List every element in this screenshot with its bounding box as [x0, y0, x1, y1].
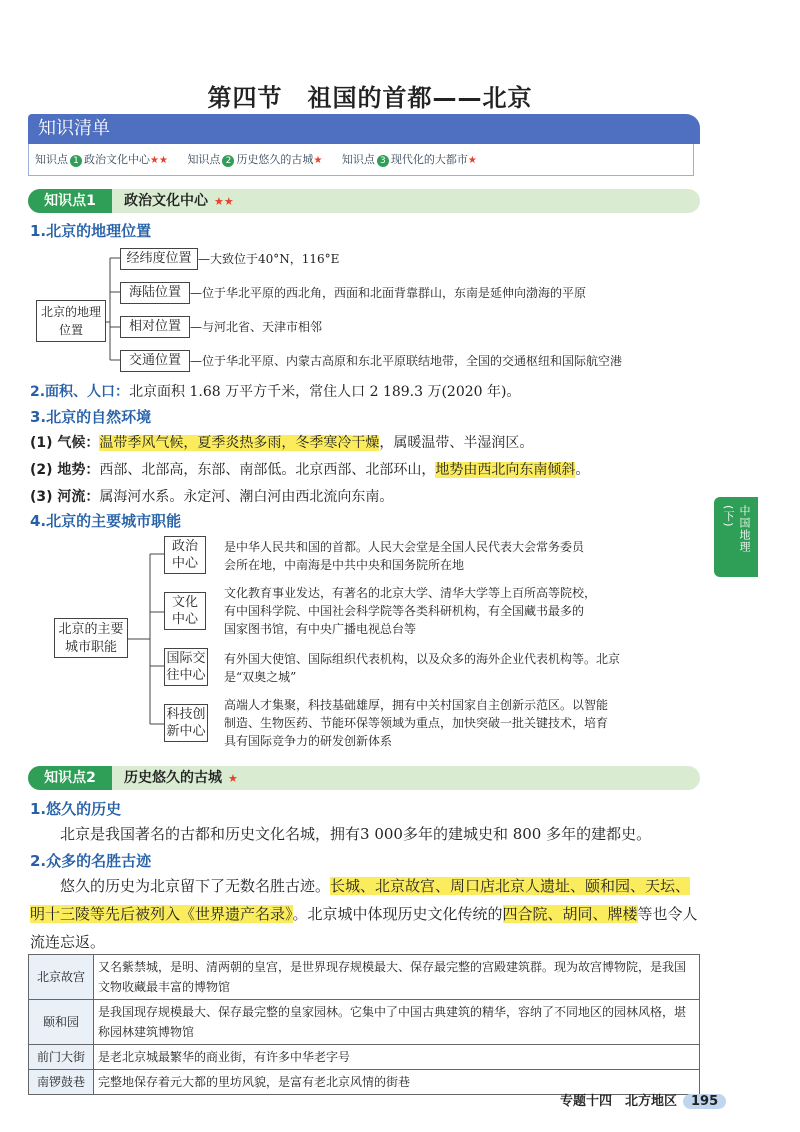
page-title: 第四节 祖国的首都——北京	[207, 84, 533, 112]
geo-label-latlon: 经纬度位置	[120, 248, 198, 270]
function-desc-international: 有外国大使馆、国际组织代表机构，以及众多的海外企业代表机构等。北京 是“双奥之城”	[224, 652, 621, 684]
function-label-cultural: 文化中心	[164, 592, 206, 630]
heading-environment: 3.北京的自然环境	[30, 408, 152, 426]
function-label-international: 国际交往中心	[164, 648, 208, 686]
heading-city-functions: 4.北京的主要城市职能	[30, 512, 182, 530]
function-desc-tech: 高端人才集聚，科技基础雄厚，拥有中关村国家自主创新示范区。以智能 制造、生物医药、节能环保等领域为重点，加快突破一批关键技术，培育 具有国际竞争力的研发创新体系	[224, 698, 609, 748]
climate-line: (1) 气候：温带季风气候，夏季炎热多雨，冬季寒冷干燥，属暖温带、半湿润区。	[30, 435, 534, 451]
heading-sites: 2.众多的名胜古迹	[30, 852, 152, 870]
heading-geo-location: 1.北京的地理位置	[30, 222, 152, 240]
star-icon: ★★	[214, 195, 234, 208]
geo-desc-relative: —与河北省、天津市相邻	[190, 320, 323, 334]
terrain-line: (2) 地势：西部、北部高，东部、南部低。北京西部、北部环山，地势由西北向东南倾斜。	[30, 462, 590, 478]
star-icon: ★★	[150, 155, 168, 166]
star-icon: ★	[313, 155, 323, 166]
river-line: (3) 河流：属海河水系。永定河、潮白河由西北流向东南。	[30, 489, 394, 505]
heading-history: 1.悠久的历史	[30, 800, 122, 818]
geo-desc-latlon: —大致位于40°N，116°E	[198, 252, 340, 266]
page-footer: 专题十四 北方地区 195	[560, 1090, 726, 1109]
history-paragraph: 北京是我国著名的古都和历史文化名城，拥有3 000多年的建城史和 800 多年的建都史。	[60, 825, 652, 843]
geo-root-box: 北京的地理位置	[36, 300, 106, 342]
city-functions-diagram	[30, 534, 710, 754]
knowledge-points-bar	[28, 144, 694, 176]
geo-location-diagram	[30, 242, 710, 377]
sites-paragraph: 悠久的历史为北京留下了无数名胜古迹。长城、北京故宫、周口店北京人遗址、颐和园、天坛、明十三陵等先后被列入《世界遗产名录》。北京城中体现历史文化传统的四合院、胡同、牌楼等也令人流连忘返。	[30, 877, 698, 951]
star-icon: ★	[228, 772, 238, 785]
area-population-line: 2.面积、人口：北京面积 1.68 万平方千米，常住人口 2 189.3 万(2020 年)。	[30, 384, 521, 400]
kp-item-1: 知识点 1 政治文化中心★★	[35, 153, 168, 166]
geo-label-landsea: 海陆位置	[120, 282, 190, 304]
kp-item-2: 知识点 2 历史悠久的古城★	[187, 153, 323, 166]
function-desc-political: 是中华人民共和国的首都。人民大会堂是全国人民代表大会常务委员 会所在地，中南海是中共中央和国务院所在地	[224, 540, 585, 572]
geo-label-relative: 相对位置	[120, 316, 190, 338]
table-row: 南锣鼓巷 完整地保存着元大都的里坊风貌，是富有老北京风情的街巷	[29, 1070, 700, 1095]
star-icon: ★	[467, 155, 477, 166]
side-tab[interactable]: 中国地理(下)	[714, 497, 758, 577]
table-row: 北京故宫 又名紫禁城，是明、清两朝的皇宫，是世界现存规模最大、保存最完整的宫殿建筑群。现为故宫博物院，是我国文物收藏最丰富的博物馆	[29, 955, 700, 1000]
knowledge-list-banner: 知识清单	[28, 114, 700, 144]
sites-table	[28, 954, 700, 1095]
table-row: 颐和园 是我国现存规模最大、保存最完整的皇家园林。它集中了中国古典建筑的精华，容纳了不同地区的园林风格，堪称园林建筑博物馆	[29, 1000, 700, 1045]
functions-root-box: 北京的主要城市职能	[54, 618, 128, 658]
geo-desc-transport: —位于华北平原、内蒙古高原和东北平原联结地带，全国的交通枢纽和国际航空港	[190, 354, 623, 368]
kp-item-3: 知识点 3 现代化的大都市★	[341, 153, 477, 166]
section-header-2: 知识点2 历史悠久的古城 ★	[28, 766, 700, 790]
geo-desc-landsea: —位于华北平原的西北角，西面和北面背靠群山，东南是延伸向渤海的平原	[190, 286, 587, 300]
geo-label-transport: 交通位置	[120, 350, 190, 372]
function-label-political: 政治中心	[164, 536, 206, 574]
section-header-1: 知识点1 政治文化中心 ★★	[28, 189, 700, 213]
page-number: 195	[683, 1094, 726, 1109]
table-row: 前门大街 是老北京城最繁华的商业街，有许多中华老字号	[29, 1045, 700, 1070]
function-desc-cultural: 文化教育事业发达，有著名的北京大学、清华大学等上百所高等院校， 有中国科学院、中国社会科学院等各类科研机构，有全国藏书最多的 国家图书馆，有中央广播电视总台等	[224, 586, 597, 636]
function-label-tech: 科技创新中心	[164, 704, 208, 742]
